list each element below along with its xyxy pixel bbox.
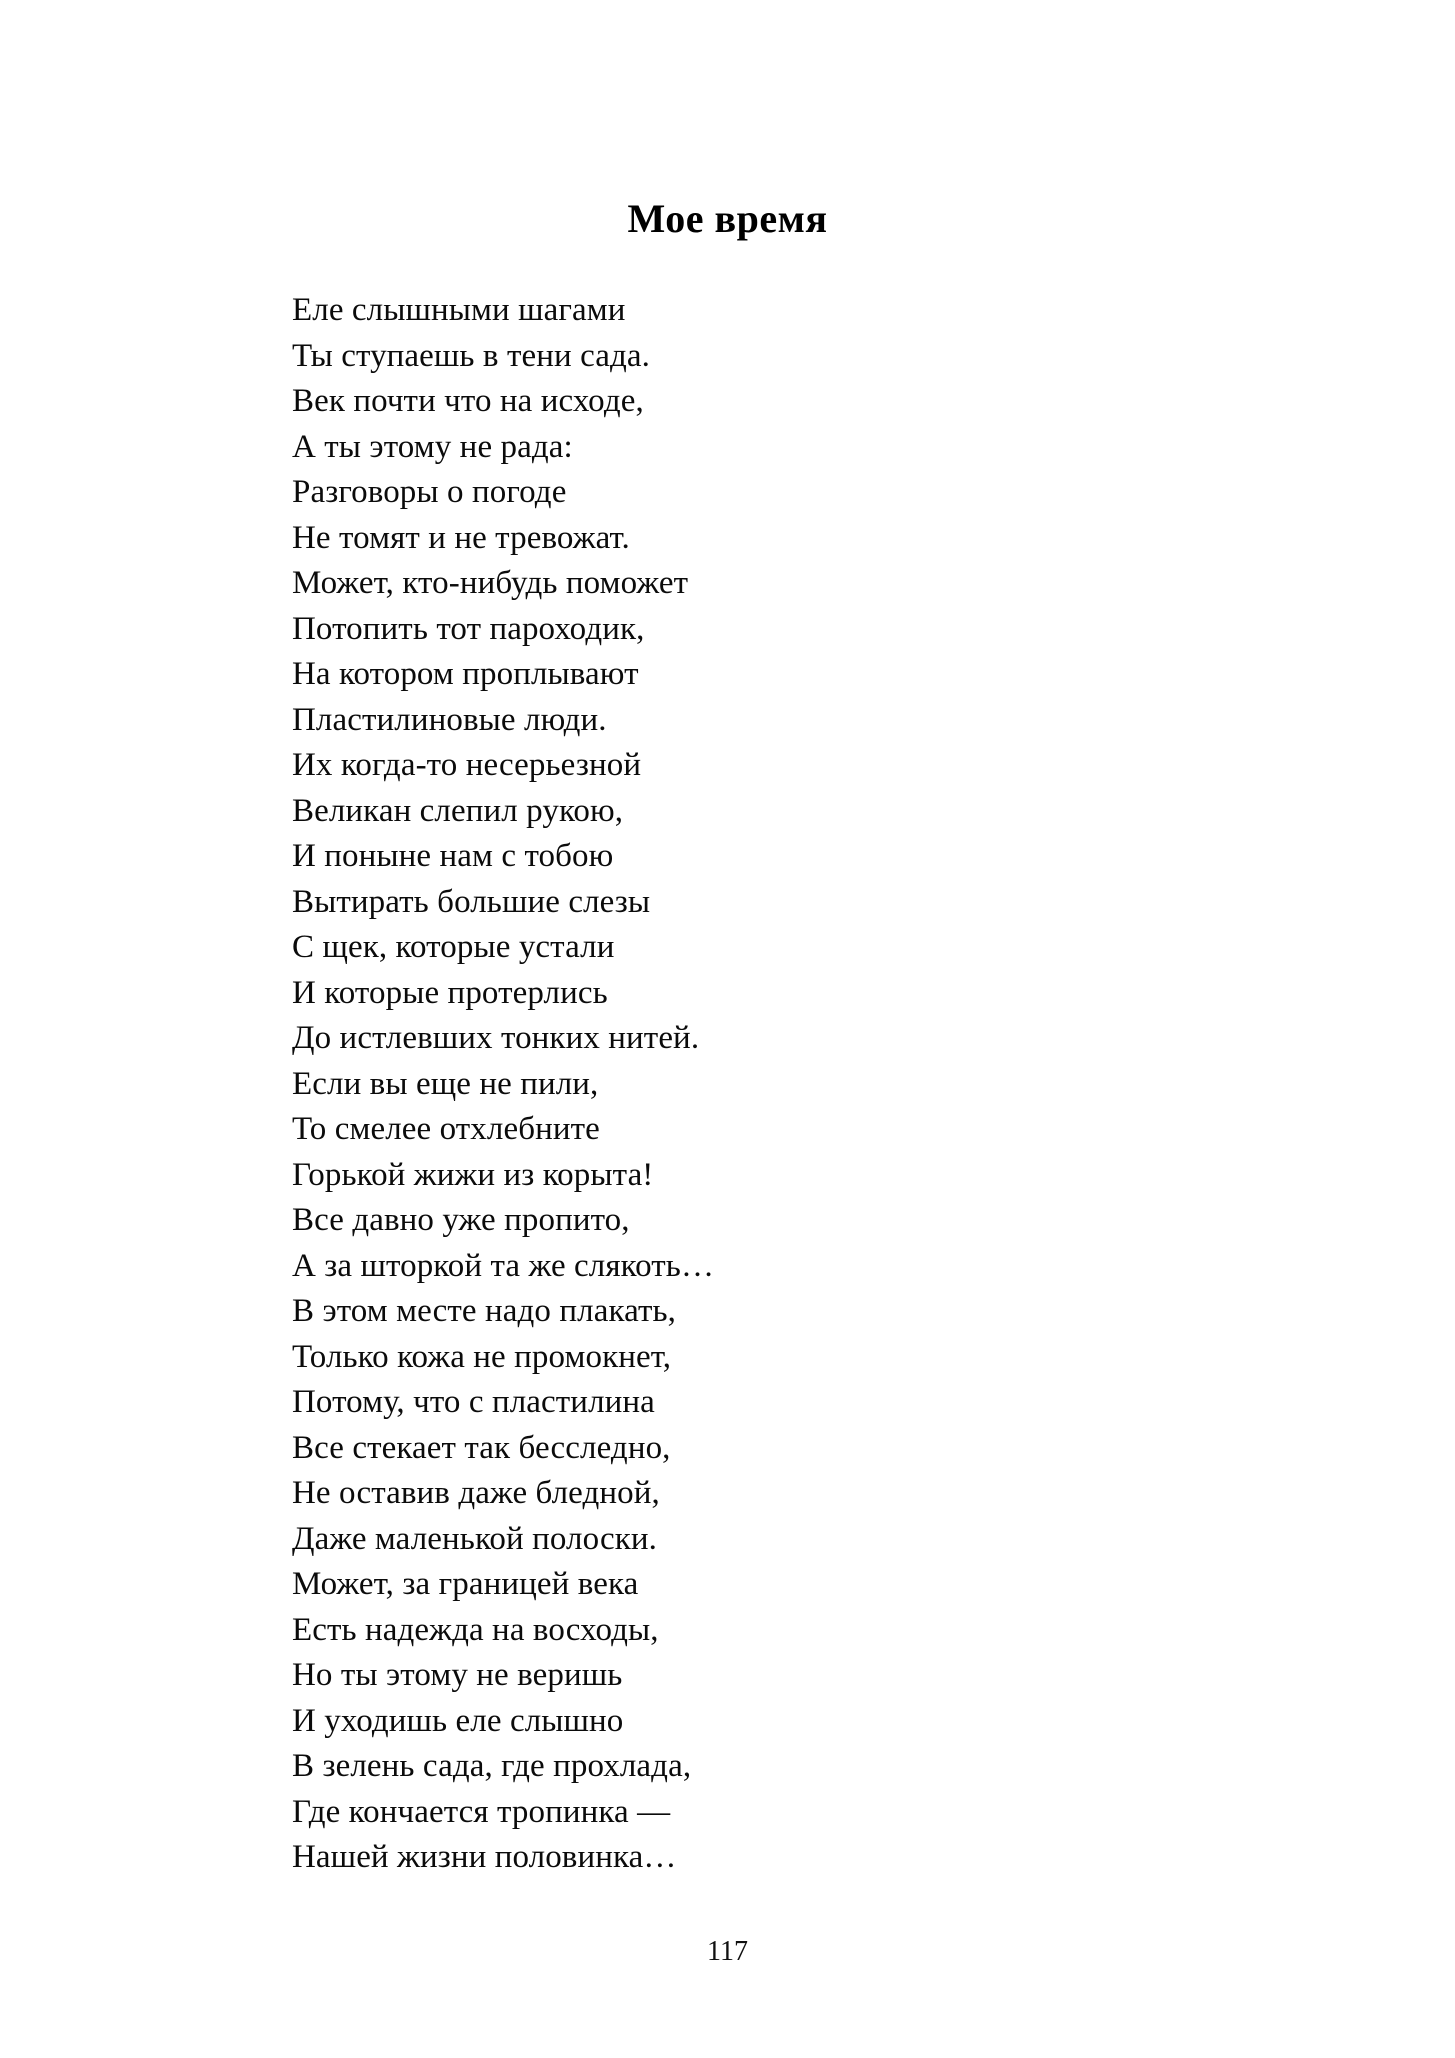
poem-line: Все стекает так бесследно, (292, 1429, 671, 1466)
poem-line: Только кожа не промокнет, (292, 1338, 672, 1375)
poem-line: Пластилиновые люди. (292, 701, 607, 738)
poem-line: Разговоры о погоде (292, 474, 567, 510)
poem-line: И поныне нам с тобою (292, 838, 614, 874)
poem-line: Великан слепил рукою, (292, 792, 624, 829)
poem-line: В этом месте надо плакать, (292, 1293, 677, 1329)
poem-line: Даже маленькой полоски. (292, 1520, 658, 1557)
page-number: 117 (707, 1936, 748, 1967)
poem-line: На котором проплывают (292, 656, 639, 692)
poem-body (292, 288, 992, 1881)
poem-line: Но ты этому не веришь (292, 1657, 623, 1693)
poem-line: Все давно уже пропито, (292, 1202, 630, 1238)
poem-line: Их когда-то несерьезной (292, 747, 642, 783)
poem-line: В зелень сада, где прохлада, (292, 1748, 692, 1784)
poem-line: Вытирать большие слезы (292, 883, 651, 920)
poem-line: До истлевших тонких нитей. (292, 1020, 700, 1056)
poem-line: Потому, что с пластилина (292, 1384, 655, 1420)
poem-line: Еле слышными шагами (292, 292, 626, 328)
page-title: Мое время (627, 195, 828, 241)
poem-line: Если вы еще не пили, (292, 1065, 599, 1102)
poem-line: Горькой жижи из корыта! (292, 1156, 654, 1193)
poem-line: С щек, которые устали (292, 929, 615, 965)
poem-line: И уходишь еле слышно (292, 1702, 624, 1739)
poem-line: Не оставив даже бледной, (292, 1475, 660, 1511)
poem-line: Век почти что на исходе, (292, 383, 644, 419)
poem-line: И которые протерлись (292, 974, 608, 1011)
poem-line: А за шторкой та же слякоть… (292, 1247, 715, 1284)
poem-line: То смелее отхлебните (292, 1111, 600, 1147)
poem-line: Может, за границей века (292, 1566, 639, 1602)
poem-line: Ты ступаешь в тени сада. (292, 337, 650, 374)
poem-line: Не томят и не тревожат. (292, 519, 630, 556)
poem-line: Может, кто-нибудь поможет (292, 565, 689, 601)
poem-line: Нашей жизни половинка… (292, 1839, 677, 1875)
poem-line: Потопить тот пароходик, (292, 610, 645, 647)
poem-line: Есть надежда на восходы, (292, 1611, 659, 1648)
poem-line: А ты этому не рада: (292, 428, 573, 465)
poem-line: Где кончается тропинка — (292, 1793, 671, 1830)
